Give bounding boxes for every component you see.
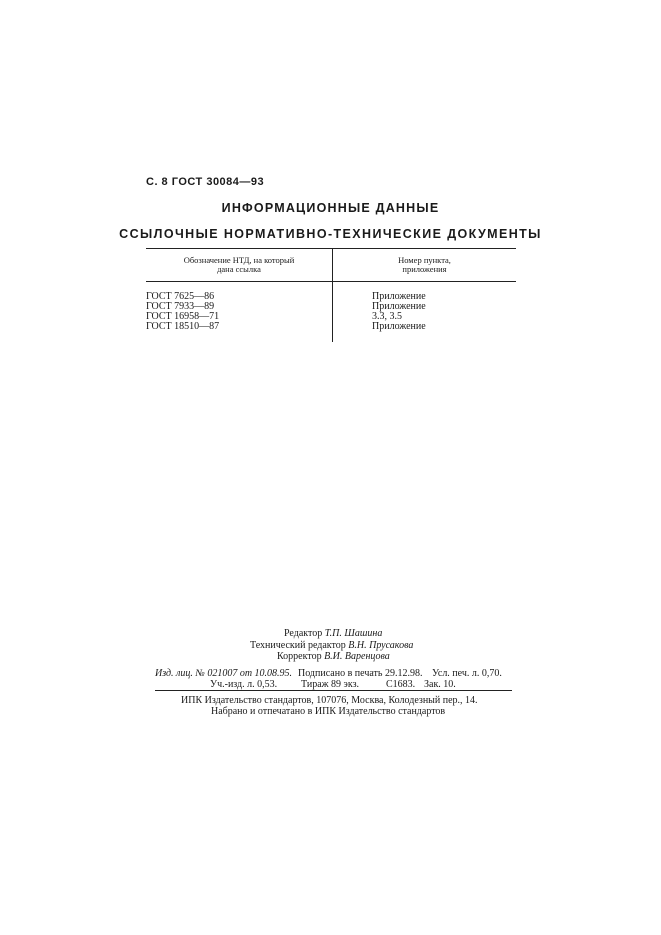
table-header-rule bbox=[146, 281, 516, 282]
row-document: ГОСТ 18510—87 bbox=[146, 321, 220, 332]
license: Изд. лиц. № 021007 от 10.08.95. bbox=[155, 668, 293, 679]
row-clause: Приложение bbox=[372, 301, 426, 312]
circulation: Тираж 89 экз. bbox=[301, 679, 360, 690]
column-header-document-line-2: дана ссылка bbox=[217, 264, 261, 274]
print-sheets: Усл. печ. л. 0,70. bbox=[432, 668, 502, 679]
page-header: С. 8 ГОСТ 30084—93 bbox=[146, 176, 265, 188]
corrector-label: Корректор bbox=[277, 651, 322, 662]
order-number: Зак. 10. bbox=[424, 679, 456, 690]
corrector-name: В.И. Варенцова bbox=[324, 651, 390, 662]
publication-rule bbox=[155, 690, 512, 691]
credit-corrector bbox=[277, 651, 390, 662]
row-clause: Приложение bbox=[372, 321, 426, 332]
code-line bbox=[386, 679, 415, 690]
table-top-rule bbox=[146, 248, 516, 249]
section-title-references: ССЫЛОЧНЫЕ НОРМАТИВНО-ТЕХНИЧЕСКИЕ ДОКУМЕНТЫ bbox=[119, 227, 542, 241]
printed-by: Набрано и отпечатано в ИПК Издательство стандартов bbox=[211, 706, 446, 717]
printed-line bbox=[211, 706, 445, 717]
credit-tech-editor bbox=[250, 640, 413, 651]
row-document: ГОСТ 16958—71 bbox=[146, 311, 220, 322]
section-title-info: ИНФОРМАЦИОННЫЕ ДАННЫЕ bbox=[221, 201, 440, 215]
column-header-clause-line-1: Номер пункта, bbox=[398, 255, 451, 265]
column-header-document bbox=[146, 256, 332, 274]
signed-line bbox=[298, 668, 422, 679]
row-clause: Приложение bbox=[372, 291, 426, 302]
pub-sheets-line bbox=[210, 679, 277, 690]
signed-to-print: Подписано в печать 29.12.98. bbox=[298, 668, 423, 679]
publisher: ИПК Издательство стандартов, 107076, Москва, Колодезный пер., 14. bbox=[181, 695, 478, 706]
references-table bbox=[146, 248, 516, 342]
row-clause: 3.3, 3.5 bbox=[372, 311, 402, 322]
order-line bbox=[424, 679, 456, 690]
tech-editor-name: В.Н. Прусакова bbox=[348, 640, 414, 651]
credit-editor bbox=[284, 628, 382, 639]
publisher-line bbox=[181, 695, 478, 706]
column-header-clause-line-2: приложения bbox=[402, 264, 447, 274]
tech-editor-label: Технический редактор bbox=[250, 640, 346, 651]
print-sheets-line bbox=[432, 668, 502, 679]
publication-sheets: Уч.-изд. л. 0,53. bbox=[210, 679, 278, 690]
row-document: ГОСТ 7933—89 bbox=[146, 301, 215, 312]
license-line bbox=[155, 668, 292, 679]
column-header-document-line-1: Обозначение НТД, на который bbox=[183, 255, 295, 265]
print-code: С1683. bbox=[386, 679, 416, 690]
circulation-line bbox=[301, 679, 359, 690]
table-row bbox=[146, 322, 516, 332]
column-header-clause bbox=[333, 256, 516, 274]
editor-name: Т.П. Шашина bbox=[324, 628, 383, 639]
editor-label: Редактор bbox=[284, 628, 323, 639]
row-document: ГОСТ 7625—86 bbox=[146, 291, 215, 302]
